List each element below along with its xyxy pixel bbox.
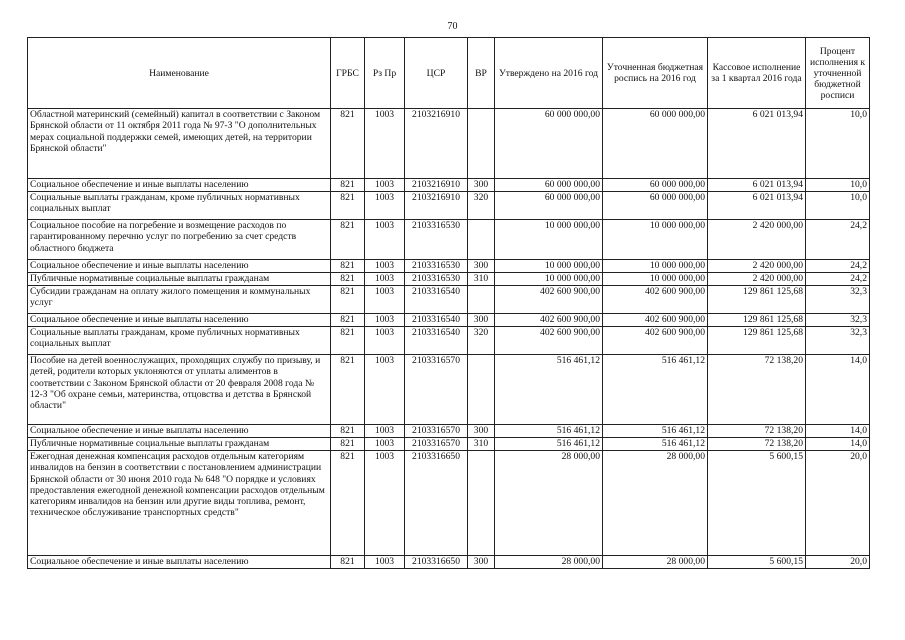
row-percent: 10,0 [806,192,870,220]
row-approved: 60 000 000,00 [495,179,603,192]
row-csr: 2103316540 [405,286,468,314]
table-row [28,273,870,286]
row-percent: 20,0 [806,451,870,556]
row-percent: 20,0 [806,556,870,569]
row-csr: 2103316540 [405,327,468,355]
row-vr: 320 [468,192,495,220]
row-refined: 516 461,12 [603,355,708,425]
row-percent: 32,3 [806,327,870,355]
row-percent: 14,0 [806,355,870,425]
row-approved: 28 000,00 [495,451,603,556]
row-percent: 14,0 [806,425,870,438]
header-rzpr: Рз Пр [365,38,405,109]
row-rzpr: 1003 [365,355,405,425]
row-csr: 2103216910 [405,192,468,220]
table-row [28,556,870,569]
row-name: Социальное обеспечение и иные выплаты населению [28,260,331,273]
row-rzpr: 1003 [365,220,405,260]
row-cash: 5 600,15 [708,451,806,556]
row-name: Пособие на детей военнослужащих, проходящих службу по призыву, и детей, родители которых уклоняются от уплаты алиментов в соответствии с Законом Брянской области от 20 февраля 2008 года № 12-З "Об охране семьи, материнства, отцовства и детства в Брянской области" [28,355,331,425]
row-vr: 310 [468,438,495,451]
row-grbs: 821 [331,556,365,569]
row-cash: 129 861 125,68 [708,286,806,314]
row-refined: 28 000,00 [603,556,708,569]
row-grbs: 821 [331,273,365,286]
row-csr: 2103316570 [405,438,468,451]
table-row [28,260,870,273]
table-row [28,192,870,220]
row-name: Социальные выплаты гражданам, кроме публичных нормативных социальных выплат [28,192,331,220]
row-csr: 2103316530 [405,273,468,286]
row-vr: 300 [468,314,495,327]
row-percent: 10,0 [806,179,870,192]
row-approved: 10 000 000,00 [495,220,603,260]
row-cash: 2 420 000,00 [708,260,806,273]
row-grbs: 821 [331,220,365,260]
row-csr: 2103316540 [405,314,468,327]
row-refined: 10 000 000,00 [603,260,708,273]
header-csr: ЦСР [405,38,468,109]
table-row [28,355,870,425]
row-csr: 2103216910 [405,109,468,179]
row-rzpr: 1003 [365,556,405,569]
row-refined: 28 000,00 [603,451,708,556]
row-approved: 10 000 000,00 [495,273,603,286]
row-csr: 2103316570 [405,425,468,438]
row-name: Социальное обеспечение и иные выплаты населению [28,556,331,569]
row-name: Публичные нормативные социальные выплаты гражданам [28,438,331,451]
row-csr: 2103316530 [405,260,468,273]
row-vr: 300 [468,260,495,273]
row-percent: 32,3 [806,286,870,314]
row-grbs: 821 [331,425,365,438]
table-row [28,314,870,327]
budget-execution-table [27,37,870,569]
row-csr: 2103316570 [405,355,468,425]
row-grbs: 821 [331,327,365,355]
row-rzpr: 1003 [365,192,405,220]
row-grbs: 821 [331,355,365,425]
page-number: 70 [447,21,458,32]
row-rzpr: 1003 [365,286,405,314]
row-rzpr: 1003 [365,438,405,451]
row-grbs: 821 [331,109,365,179]
row-vr: 300 [468,425,495,438]
row-cash: 6 021 013,94 [708,192,806,220]
row-cash: 6 021 013,94 [708,179,806,192]
row-percent: 14,0 [806,438,870,451]
table-row [28,451,870,556]
row-grbs: 821 [331,260,365,273]
row-name: Социальные выплаты гражданам, кроме публичных нормативных социальных выплат [28,327,331,355]
table-row [28,286,870,314]
row-approved: 516 461,12 [495,425,603,438]
header-row [28,38,870,109]
row-rzpr: 1003 [365,314,405,327]
row-rzpr: 1003 [365,109,405,179]
row-rzpr: 1003 [365,273,405,286]
table-row [28,438,870,451]
row-percent: 24,2 [806,273,870,286]
row-approved: 516 461,12 [495,355,603,425]
row-vr: 300 [468,179,495,192]
row-refined: 516 461,12 [603,438,708,451]
row-csr: 2103316650 [405,556,468,569]
row-cash: 72 138,20 [708,355,806,425]
row-name: Социальное обеспечение и иные выплаты населению [28,425,331,438]
row-refined: 10 000 000,00 [603,273,708,286]
row-percent: 32,3 [806,314,870,327]
row-cash: 129 861 125,68 [708,327,806,355]
row-approved: 60 000 000,00 [495,109,603,179]
row-cash: 5 600,15 [708,556,806,569]
row-grbs: 821 [331,286,365,314]
row-name: Социальное обеспечение и иные выплаты населению [28,179,331,192]
header-grbs: ГРБС [331,38,365,109]
row-approved: 28 000,00 [495,556,603,569]
row-grbs: 821 [331,192,365,220]
row-cash: 6 021 013,94 [708,109,806,179]
table-row [28,179,870,192]
row-vr: 310 [468,273,495,286]
row-vr [468,355,495,425]
row-refined: 402 600 900,00 [603,286,708,314]
row-vr [468,220,495,260]
row-refined: 402 600 900,00 [603,327,708,355]
row-csr: 2103316530 [405,220,468,260]
row-approved: 516 461,12 [495,438,603,451]
header-vr: ВР [468,38,495,109]
row-rzpr: 1003 [365,451,405,556]
row-refined: 516 461,12 [603,425,708,438]
row-vr: 320 [468,327,495,355]
header-refined: Уточненная бюджетная роспись на 2016 год [603,38,708,109]
table-row [28,220,870,260]
header-name: Наименование [28,38,331,109]
row-refined: 402 600 900,00 [603,314,708,327]
row-grbs: 821 [331,451,365,556]
row-approved: 402 600 900,00 [495,286,603,314]
row-name: Областной материнский (семейный) капитал в соответствии с Законом Брянской области от 11 октября 2011 года № 97-З "О дополнительных мерах социальной поддержки семей, имеющих детей, на территории Брянской области" [28,109,331,179]
table-row [28,425,870,438]
row-approved: 402 600 900,00 [495,314,603,327]
row-rzpr: 1003 [365,260,405,273]
row-approved: 402 600 900,00 [495,327,603,355]
header-cash: Кассовое исполнение за 1 квартал 2016 года [708,38,806,109]
row-grbs: 821 [331,314,365,327]
row-refined: 10 000 000,00 [603,220,708,260]
row-name: Ежегодная денежная компенсация расходов отдельным категориям инвалидов на бензин в соответствии с постановлением администрации Брянской области от 30 июня 2010 года № 648 "О порядке и условиях предоставления ежегодной денежной компенсации расходов отдельным категориям инвалидов на бензин или другие виды топлива, ремонт, техническое обслуживание транспортных средств" [28,451,331,556]
row-cash: 2 420 000,00 [708,220,806,260]
row-csr: 2103316650 [405,451,468,556]
row-rzpr: 1003 [365,327,405,355]
row-name: Публичные нормативные социальные выплаты гражданам [28,273,331,286]
row-vr [468,286,495,314]
row-name: Социальное обеспечение и иные выплаты населению [28,314,331,327]
row-rzpr: 1003 [365,179,405,192]
row-percent: 10,0 [806,109,870,179]
row-cash: 72 138,20 [708,425,806,438]
row-cash: 129 861 125,68 [708,314,806,327]
row-name: Социальное пособие на погребение и возмещение расходов по гарантированному перечню услуг по погребению за счет средств областного бюджета [28,220,331,260]
header-percent: Процент исполнения к уточненной бюджетной росписи [806,38,870,109]
row-refined: 60 000 000,00 [603,109,708,179]
row-rzpr: 1003 [365,425,405,438]
header-approved: Утверждено на 2016 год [495,38,603,109]
row-cash: 72 138,20 [708,438,806,451]
row-approved: 60 000 000,00 [495,192,603,220]
row-refined: 60 000 000,00 [603,192,708,220]
row-refined: 60 000 000,00 [603,179,708,192]
table-row [28,327,870,355]
row-vr [468,109,495,179]
row-name: Субсидии гражданам на оплату жилого помещения и коммунальных услуг [28,286,331,314]
table-row [28,109,870,179]
row-vr: 300 [468,556,495,569]
row-grbs: 821 [331,179,365,192]
row-cash: 2 420 000,00 [708,273,806,286]
row-csr: 2103216910 [405,179,468,192]
row-approved: 10 000 000,00 [495,260,603,273]
row-percent: 24,2 [806,260,870,273]
row-percent: 24,2 [806,220,870,260]
row-grbs: 821 [331,438,365,451]
row-vr [468,451,495,556]
